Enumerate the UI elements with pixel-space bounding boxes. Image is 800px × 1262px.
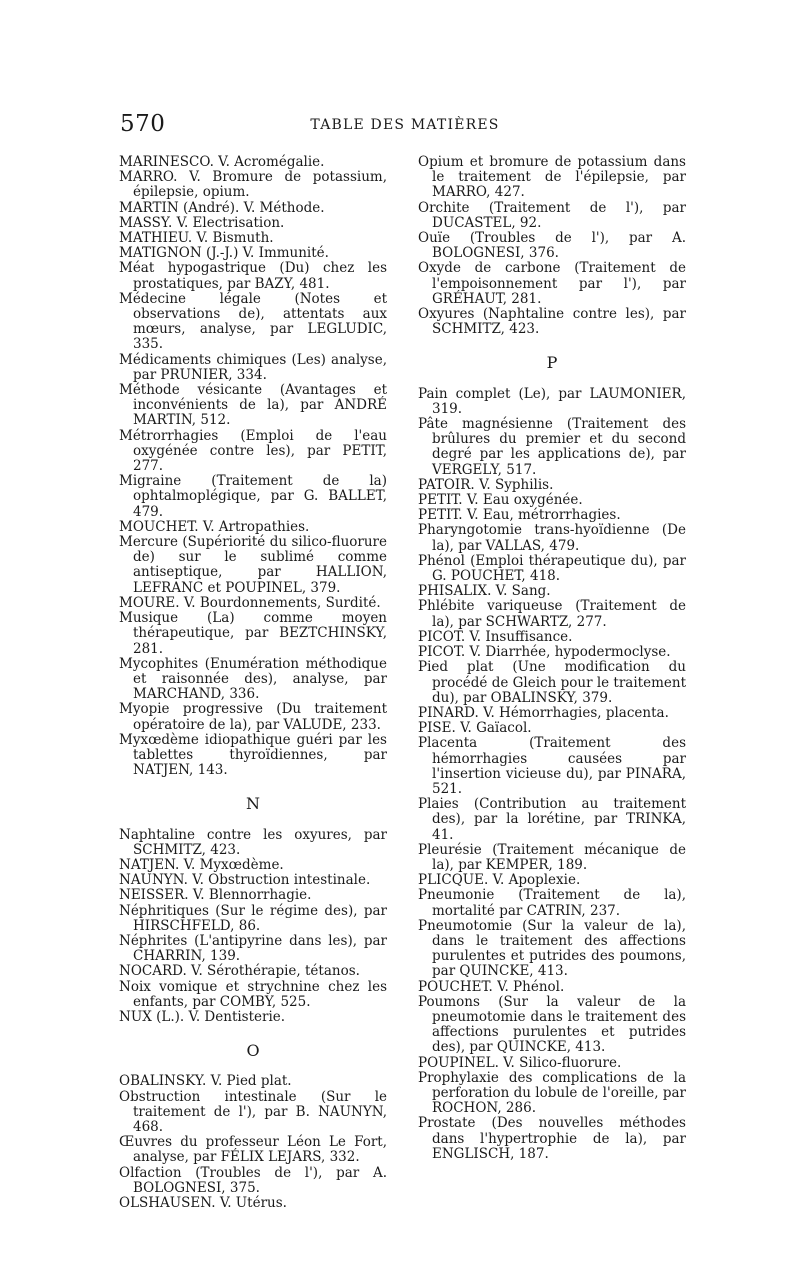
index-entry: NAUNYN. V. Obstruction intestinale. [119,872,371,889]
index-entry: Mycophites (Enumération méthodique et raisonnée des), analyse, par MARCHAND, 336. [119,655,387,703]
index-entry: MATIGNON (J.-J.) V. Immunité. [119,245,329,262]
index-entry: MARINESCO. V. Acromégalie. [119,154,325,170]
index-entry: Pied plat (Une modification du procédé de Gleich pour le traitement du), par OBALINSKY, 379. [418,659,686,706]
index-entry: Opium et bromure de potassium dans le traitement de l'épilepsie, par MARRO, 427. [418,154,686,201]
section-letter: N [246,794,260,814]
index-entry: Migraine (Traitement de la) ophtalmoplégique, par G. BALLET, 479. [119,473,387,520]
index-entry: NOCARD. V. Sérothérapie, tétanos. [119,963,360,980]
index-entry: MATHIEU. V. Bismuth. [119,230,274,247]
left-column [119,155,387,1211]
index-entry: OLSHAUSEN. V. Utérus. [119,1195,287,1211]
index-entry: PETIT. V. Eau oxygénée. [418,492,583,509]
index-entry: PICOT. V. Diarrhée, hypodermoclyse. [418,644,671,661]
index-entry: Myopie progressive (Du traitement opératoire de la), par VALUDE, 233. [119,701,387,733]
index-entry: Pneumonie (Traitement de la), mortalité par CATRIN, 237. [418,887,686,919]
index-entry: Méat hypogastrique (Du) chez les prostatiques, par BAZY, 481. [119,260,387,292]
index-entry: Pain complet (Le), par LAUMONIER, 319. [418,385,686,417]
page-header [120,111,690,141]
index-entry: Prostate (Des nouvelles méthodes dans l'hypertrophie de la), par ENGLISCH, 187. [418,1115,686,1162]
index-entry: Œuvres du professeur Léon Le Fort, analyse, par FÉLIX LEJARS, 332. [119,1134,387,1166]
index-entry: MARTIN (André). V. Méthode. [119,199,325,216]
index-entry: Méthode vésicante (Avantages et inconvénients de la), par ANDRÉ MARTIN, 512. [119,382,387,429]
index-entry: PICOT. V. Insuffisance. [418,628,573,645]
index-entry: POUPINEL. V. Silico-fluorure. [418,1054,622,1071]
index-entry: Pâte magnésienne (Traitement des brûlures du premier et du second degré par les applications de), par VERGELY, 517. [418,416,686,478]
index-entry: MARRO. V. Bromure de potassium, épilepsie, opium. [119,169,387,201]
index-entry: PATOIR. V. Syphilis. [418,476,554,493]
index-entry: Prophylaxie des complications de la perforation du lobule de l'oreille, par ROCHON, 286. [418,1069,686,1117]
index-entry: OBALINSKY. V. Pied plat. [119,1073,292,1090]
index-entry: Néphrites (L'antipyrine dans les), par CHARRIN, 139. [119,932,387,965]
index-entry: PISE. V. Gaïacol. [418,720,532,737]
index-entry: MOUCHET. V. Artropathies. [119,518,310,535]
index-entry: Pharyngotomie trans-hyoïdienne (De la), par VALLAS, 479. [418,522,686,554]
index-entry: Pleurésie (Traitement mécanique de la), par KEMPER, 189. [418,841,686,873]
index-entry: MASSY. V. Electrisation. [119,214,285,231]
index-entry: Médicaments chimiques (Les) analyse, par PRUNIER, 334. [119,351,387,383]
index-entry: Métrorrhagies (Emploi de l'eau oxygénée contre les), par PETIT, 277. [119,427,387,475]
running-title: TABLE DES MATIÈRES [310,117,500,133]
index-entry: Poumons (Sur la valeur de la pneumotomie dans le traitement des affections purulentes et putrides des), par QUINCKE, 413. [418,993,686,1056]
index-entry: Naphtaline contre les oxyures, par SCHMITZ, 423. [119,826,387,858]
index-entry: Placenta (Traitement des hémorrhagies causées par l'insertion vicieuse du), par PINARA, 521. [418,735,686,797]
index-entry: Obstruction intestinale (Sur le traitement de l'), par B. NAUNYN, 468. [119,1088,387,1135]
index-entry: Mercure (Supériorité du silico-fluorure de) sur le sublimé comme antiseptique, par HALLION, LEFRANC et POUPINEL, 379. [119,534,387,596]
index-entry: NATJEN. V. Myxœdème. [119,856,284,873]
index-entry: Myxœdème idiopathique guéri par les tablettes thyroïdiennes, par NATJEN, 143. [119,731,387,779]
index-entry: NEISSER. V. Blennorrhagie. [119,887,312,904]
index-entry: Plaies (Contribution au traitement des), par la lorétine, par TRINKA, 41. [418,796,686,843]
index-entry: Noix vomique et strychnine chez les enfants, par COMBY, 525. [119,978,387,1010]
index-entry: NUX (L.). V. Dentisterie. [119,1008,286,1025]
section-letter: O [246,1041,260,1061]
index-entry: Médecine légale (Notes et observations de), attentats aux mœurs, analyse, par LEGLUDIC, 335. [119,290,387,353]
index-entry: Phénol (Emploi thérapeutique du), par G. POUCHET, 418. [418,552,686,585]
index-entry: MOURE. V. Bourdonnements, Surdité. [119,594,381,611]
index-entry: Oxyde de carbone (Traitement de l'empoisonnement par l'), par GRÉHAUT, 281. [418,260,686,307]
index-entry: Pneumotomie (Sur la valeur de la), dans le traitement des affections purulentes et putrides des poumons, par QUINCKE, 413. [418,917,686,980]
index-entry: PLICQUE. V. Apoplexie. [418,872,581,889]
index-entry: Oxyures (Naphtaline contre les), par SCHMITZ, 423. [418,306,686,338]
index-entry: Olfaction (Troubles de l'), par A. BOLOGNESI, 375. [119,1164,387,1196]
index-entry: PHISALIX. V. Sang. [418,583,551,600]
index-entry: POUCHET. V. Phénol. [418,978,565,995]
index-entry: Phlébite variqueuse (Traitement de la), par SCHWARTZ, 277. [418,598,686,630]
index-entry: Musique (La) comme moyen thérapeutique, par BEZTCHINSKY, 281. [119,610,387,657]
index-entry: Néphritiques (Sur le régime des), par HIRSCHFELD, 86. [119,902,387,934]
index-entry: Ouïe (Troubles de l'), par A. BOLOGNESI, 376. [418,230,686,262]
index-entry: PINARD. V. Hémorrhagies, placenta. [418,704,669,721]
index-entry: PETIT. V. Eau, métrorrhagies. [418,507,621,524]
index-entry: Orchite (Traitement de l'), par DUCASTEL, 92. [418,199,686,231]
right-column [418,155,686,1162]
page-number: 570 [120,111,166,137]
section-letter: P [546,353,558,373]
